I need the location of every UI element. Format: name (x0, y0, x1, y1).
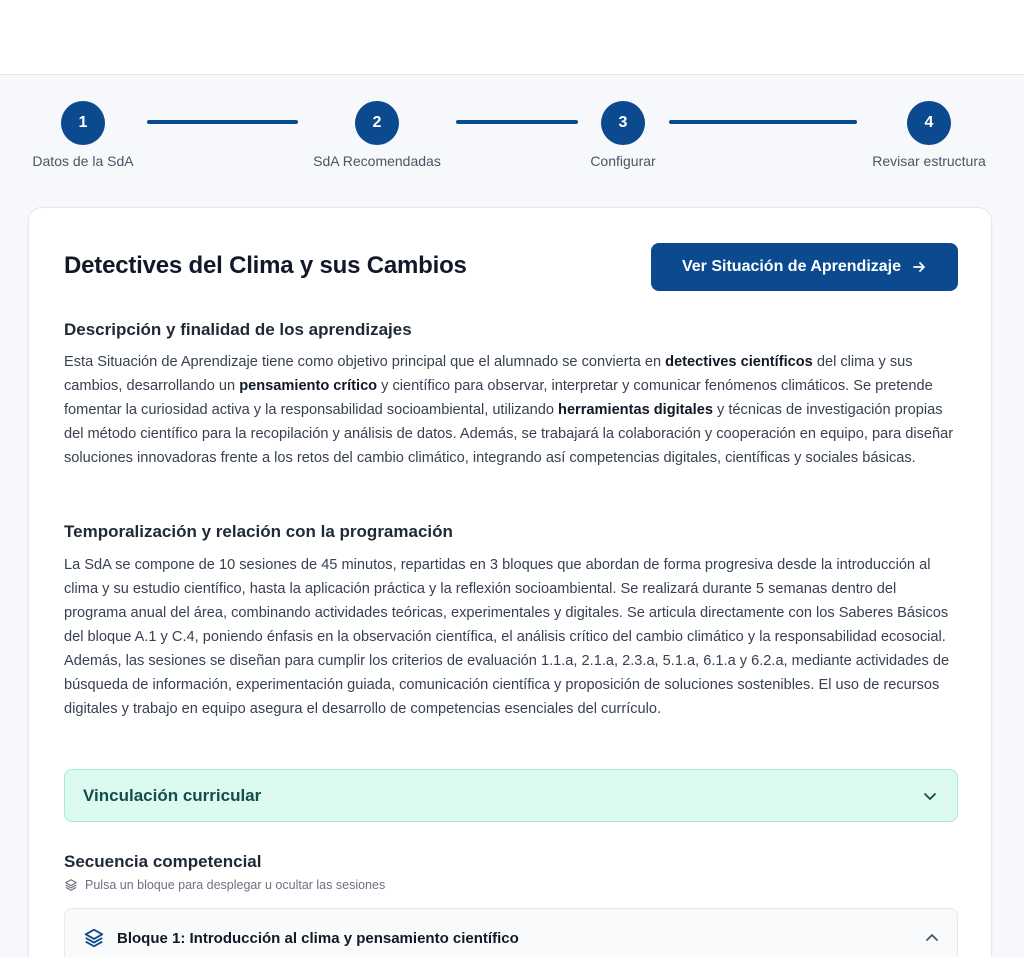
curricular-link-label: Vinculación curricular (83, 785, 262, 805)
timing-heading: Temporalización y relación con la programación (64, 522, 453, 541)
chevron-up-icon (923, 929, 941, 947)
step-connector (456, 120, 578, 124)
sequence-hint-text: Pulsa un bloque para desplegar u ocultar las sesiones (85, 878, 386, 892)
sequence-hint (64, 878, 385, 892)
description-text: Esta Situación de Aprendizaje tiene como objetivo principal que el alumnado se convierta en detectives científicos del clima y sus cambios, desarrollando un pensamiento crítico y científico para observar, interpretar y comunicar fenómenos climáticos. Se pretende fomentar la curiosidad activa y la responsabilidad socioambiental, utilizando herramientas digitales y técnicas de investigación propias del método científico para la recopilación y análisis de datos. Además, se trabajará la colaboración y cooperación en equipo, para diseñar soluciones innovadoras frente a los retos del cambio climático, integrando así competencias digitales, científicas y sociales básicas. (64, 354, 954, 466)
sequence-heading: Secuencia competencial (64, 852, 262, 871)
highlight-text: detectives científicos (665, 354, 813, 370)
step-2-label: SdA Recomendadas (313, 153, 441, 169)
learning-situation-card (28, 207, 992, 957)
step-1-circle[interactable]: 1 (61, 101, 105, 145)
view-button-label: Ver Situación de Aprendizaje (681, 258, 902, 275)
step-2-circle[interactable]: 2 (355, 101, 399, 145)
page-title: Detectives del Clima y sus Cambios (64, 252, 467, 279)
step-1-label: Datos de la SdA (32, 153, 134, 169)
description-heading: Descripción y finalidad de los aprendizajes (64, 320, 412, 339)
highlight-text: herramientas digitales (558, 402, 713, 418)
view-learning-situation-button[interactable] (651, 243, 958, 291)
progress-stepper (0, 0, 1024, 200)
step-3-circle[interactable]: 3 (601, 101, 645, 145)
step-3-label: Configurar (590, 153, 656, 169)
arrow-right-icon (911, 259, 927, 275)
step-4-label: Revisar estructura (872, 153, 986, 169)
block-1-toggle[interactable] (64, 908, 958, 957)
step-connector (147, 120, 298, 124)
layers-icon (83, 927, 105, 949)
chevron-down-icon (921, 787, 939, 805)
timing-text: La SdA se compone de 10 sesiones de 45 minutos, repartidas en 3 bloques que abordan de forma progresiva desde la introducción al clima y su estudio científico, hasta la aplicación práctica y la reflexión socioambiental. Se realizará durante 5 semanas dentro del programa anual del área, combinando actividades teóricas, experimentales y digitales. Se articula directamente con los Saberes Básicos del bloque A.1 y C.4, poniendo énfasis en la observación científica, el análisis crítico del cambio climático y la responsabilidad ecosocial. Además, las sesiones se diseñan para cumplir los criterios de evaluación 1.1.a, 2.1.a, 2.3.a, 5.1.a, 6.1.a y 6.2.a, mediante actividades de búsqueda de información, experimentación guiada, comunicación científica y proposición de soluciones sostenibles. El uso de recursos digitales y trabajo en equipo asegura el desarrollo de competencias esenciales del currículo. (64, 557, 950, 717)
curricular-link-accordion[interactable] (64, 769, 958, 822)
step-connector (669, 120, 857, 124)
layers-icon (64, 878, 78, 892)
block-1-label: Bloque 1: Introducción al clima y pensamiento científico (117, 929, 519, 947)
highlight-text: pensamiento crítico (239, 378, 378, 394)
step-4-circle[interactable]: 4 (907, 101, 951, 145)
